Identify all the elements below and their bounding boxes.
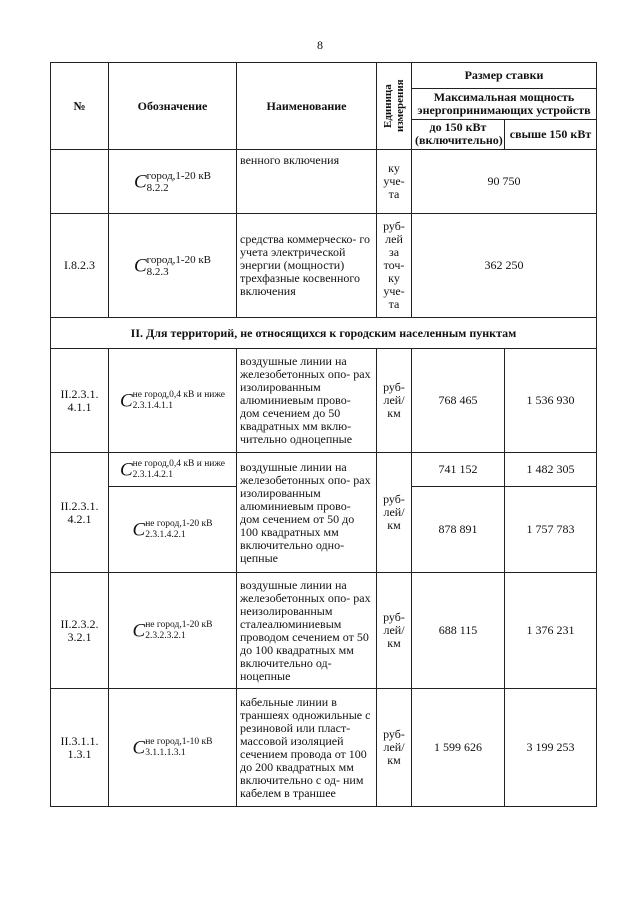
header-unit-cell bbox=[377, 63, 412, 150]
section-row bbox=[51, 318, 597, 349]
row-value-up-to-150: 741 152 bbox=[412, 453, 505, 487]
designation-symbol: C не город,1-20 кВ 2.3.1.4.2.1 bbox=[109, 487, 237, 573]
row-name: воздушные линии на железобетонных опо- рах изолированным алюминиевым прово- дом сечением до 50 квадратных мм вклю- чительно одноцепные bbox=[237, 349, 377, 453]
row-value-up-to-150: 688 115 bbox=[412, 573, 505, 689]
designation-symbol: C город,1-20 кВ 8.2.3 bbox=[109, 214, 237, 318]
row-num: II.2.3.1. 4.1.1 bbox=[51, 349, 109, 453]
table-row bbox=[51, 349, 597, 453]
row-num: II.2.3.2. 3.2.1 bbox=[51, 573, 109, 689]
header-designation: Обозначение bbox=[109, 63, 237, 150]
row-value-over-150: 1 757 783 bbox=[505, 487, 597, 573]
row-value-over-150: 1 482 305 bbox=[505, 453, 597, 487]
row-value-over-150: 3 199 253 bbox=[505, 689, 597, 807]
header-name: Наименование bbox=[237, 63, 377, 150]
table-row bbox=[51, 573, 597, 689]
designation-symbol: C не город,0,4 кВ и ниже 2.3.1.4.2.1 bbox=[109, 453, 237, 487]
row-unit: руб- лей/ км bbox=[377, 573, 412, 689]
row-value-over-150: 1 536 930 bbox=[505, 349, 597, 453]
row-value: 362 250 bbox=[412, 214, 597, 318]
tariff-table bbox=[50, 62, 597, 807]
table-row bbox=[51, 453, 597, 487]
row-name: венного включения bbox=[237, 150, 377, 214]
row-value: 90 750 bbox=[412, 150, 597, 214]
header-rate-size: Размер ставки bbox=[412, 63, 597, 89]
header-num: № bbox=[51, 63, 109, 150]
page-number: 8 bbox=[317, 38, 323, 52]
header-up-to-150: до 150 кВт (включительно) bbox=[412, 119, 505, 149]
row-num: II.3.1.1. 1.3.1 bbox=[51, 689, 109, 807]
row-name: кабельные линии в траншеях одножильные с резиновой или пласт- массовой изоляцией сечением провода от 100 до 200 квадратных мм включительно с од- ним кабелем в траншее bbox=[237, 689, 377, 807]
row-value-up-to-150: 1 599 626 bbox=[412, 689, 505, 807]
header-max-power: Максимальная мощность энергопринимающих устройств bbox=[412, 89, 597, 119]
designation-symbol: C не город,1-10 кВ 3.1.1.1.3.1 bbox=[109, 689, 237, 807]
row-unit: руб- лей/ км bbox=[377, 689, 412, 807]
header-unit: Единица измерения bbox=[382, 79, 406, 133]
table-row bbox=[51, 689, 597, 807]
row-value-up-to-150: 768 465 bbox=[412, 349, 505, 453]
row-value-up-to-150: 878 891 bbox=[412, 487, 505, 573]
row-name: средства коммерческо- го учета электрической энергии (мощности) трехфазные косвенного включения bbox=[237, 214, 377, 318]
row-unit: ку уче- та bbox=[377, 150, 412, 214]
row-value-over-150: 1 376 231 bbox=[505, 573, 597, 689]
row-unit: руб- лей/ км bbox=[377, 453, 412, 573]
row-num: I.8.2.3 bbox=[51, 214, 109, 318]
row-name: воздушные линии на железобетонных опо- рах изолированным алюминиевым прово- дом сечением от 50 до 100 квадратных мм включительно одно- цепные bbox=[237, 453, 377, 573]
table-row bbox=[51, 214, 597, 318]
section-title: II. Для территорий, не относящихся к городским населенным пунктам bbox=[51, 318, 597, 349]
row-unit: руб- лей/ км bbox=[377, 349, 412, 453]
table-row bbox=[51, 150, 597, 214]
row-unit: руб- лей за точ- ку уче- та bbox=[377, 214, 412, 318]
header-over-150: свыше 150 кВт bbox=[505, 119, 597, 149]
designation-symbol: C город,1-20 кВ 8.2.2 bbox=[109, 150, 237, 214]
row-name: воздушные линии на железобетонных опо- рах неизолированным сталеалюминиевым проводом сечением от 50 до 100 квадратных мм включительно од- ноцепные bbox=[237, 573, 377, 689]
row-num bbox=[51, 150, 109, 214]
designation-symbol: C не город,1-20 кВ 2.3.2.3.2.1 bbox=[109, 573, 237, 689]
row-num: II.2.3.1. 4.2.1 bbox=[51, 453, 109, 573]
designation-symbol: C не город,0,4 кВ и ниже 2.3.1.4.1.1 bbox=[109, 349, 237, 453]
